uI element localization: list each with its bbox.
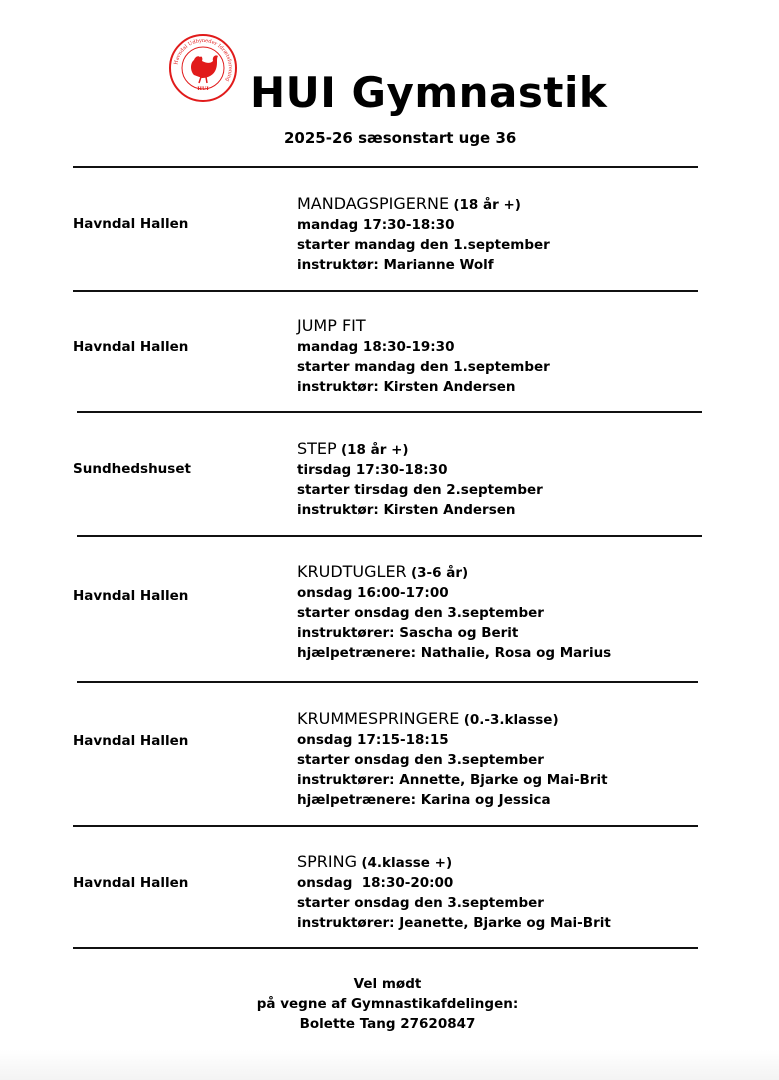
class-entry [297,852,611,933]
class-time: onsdag 18:30-20:00 [297,875,454,891]
class-name: SPRING [297,852,358,871]
class-entry [297,316,550,397]
footer-on-behalf: på vegne af Gymnastikafdelingen: [256,996,519,1012]
page-title: HUI Gymnastik [250,68,608,117]
class-location: Sundhedshuset [73,461,191,477]
class-time: onsdag 16:00-17:00 [297,585,449,601]
class-entry [297,562,611,663]
divider [73,166,698,168]
class-time: mandag 18:30-19:30 [297,339,455,355]
class-age: (3-6 år) [410,565,469,581]
class-name: MANDAGSPIGERNE [297,194,450,213]
class-start: starter mandag den 1.september [297,237,550,253]
class-start: starter onsdag den 3.september [297,895,544,911]
class-time: onsdag 17:15-18:15 [297,732,449,748]
class-location: Havndal Hallen [73,216,189,232]
class-helpers: hjælpetrænere: Karina og Jessica [297,792,551,808]
class-instructors: instruktør: Kirsten Andersen [297,379,516,395]
logo-center-text: HUI [197,86,209,92]
divider [77,681,698,683]
class-instructors: instruktører: Sascha og Berit [297,625,519,641]
class-location: Havndal Hallen [73,875,189,891]
class-age: (0.-3.klasse) [463,712,559,728]
class-instructors: instruktør: Marianne Wolf [297,257,494,273]
class-age: (18 år +) [453,197,521,213]
divider [73,290,698,292]
footer-contact: Bolette Tang 27620847 [299,1016,476,1032]
class-time: tirsdag 17:30-18:30 [297,462,448,478]
class-instructors: instruktør: Kirsten Andersen [297,502,516,518]
page-subtitle: 2025-26 sæsonstart uge 36 [284,129,517,147]
class-name: JUMP FIT [297,316,366,335]
divider [73,825,698,827]
class-helpers: hjælpetrænere: Nathalie, Rosa og Marius [297,645,612,661]
class-location: Havndal Hallen [73,733,189,749]
footer-greeting: Vel mødt [353,976,422,992]
class-location: Havndal Hallen [73,588,189,604]
class-name: STEP [297,439,337,458]
divider [77,535,702,537]
class-age: (18 år +) [340,442,409,458]
class-start: starter tirsdag den 2.september [297,482,543,498]
class-entry [297,194,550,275]
class-name: KRUDTUGLER [297,562,407,581]
class-instructors: instruktører: Annette, Bjarke og Mai-Brit [297,772,608,788]
class-location: Havndal Hallen [73,339,189,355]
class-time: mandag 17:30-18:30 [297,217,455,233]
class-start: starter onsdag den 3.september [297,605,544,621]
class-start: starter onsdag den 3.september [297,752,544,768]
logo-ring-text: Havndal Udbyneder Idrætsforening [173,37,234,83]
class-instructors: instruktører: Jeanette, Bjarke og Mai-Brit [297,915,611,931]
divider [77,411,702,413]
class-age: (4.klasse +) [361,855,453,871]
rooster-logo-icon [168,33,238,103]
class-entry [297,709,608,810]
class-start: starter mandag den 1.september [297,359,550,375]
footer [0,974,779,1034]
divider [73,947,698,949]
class-entry [297,439,543,520]
class-name: KRUMMESPRINGERE [297,709,460,728]
